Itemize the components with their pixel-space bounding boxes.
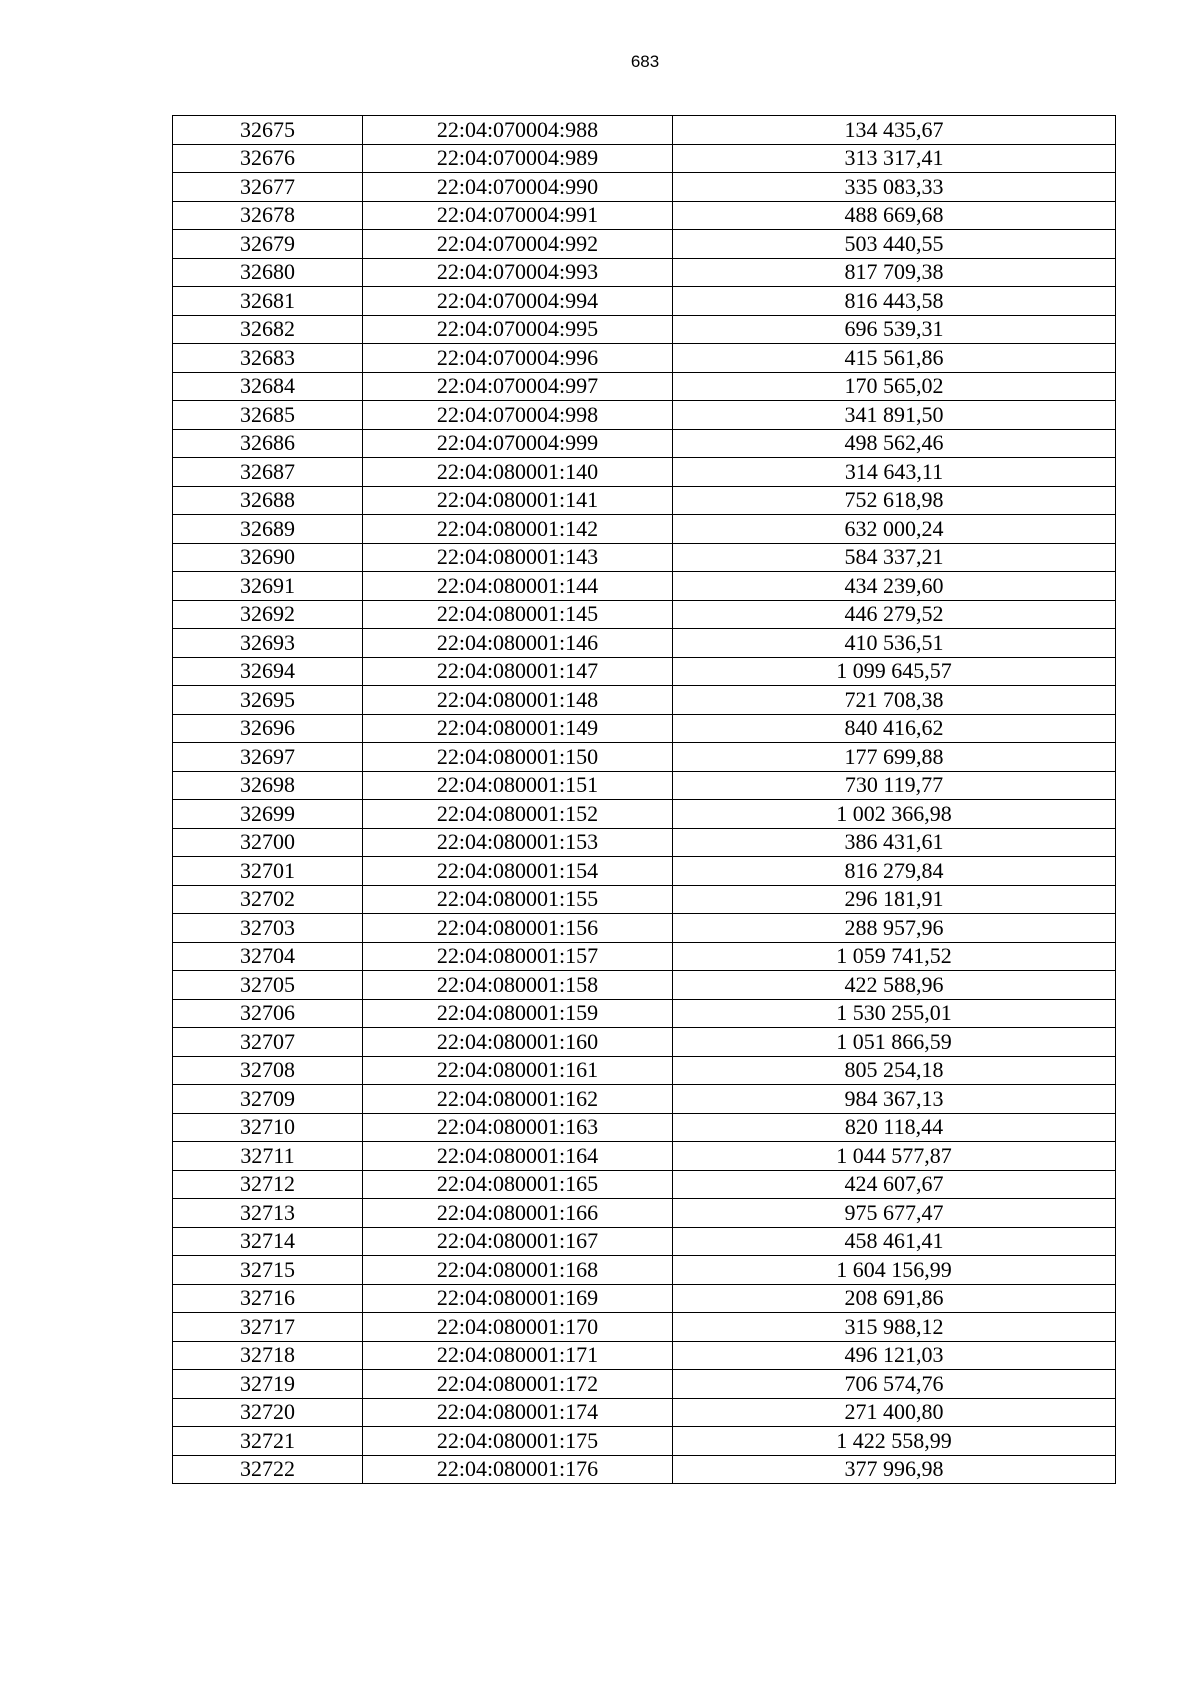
cadastral-value-cell: 313 317,41 (673, 144, 1116, 173)
cadastral-number-cell: 22:04:080001:168 (363, 1256, 673, 1285)
row-number-cell: 32720 (173, 1398, 363, 1427)
cadastral-value-cell: 458 461,41 (673, 1227, 1116, 1256)
row-number-cell: 32707 (173, 1028, 363, 1057)
row-number-cell: 32676 (173, 144, 363, 173)
table-row (173, 1427, 1116, 1456)
cadastral-value-cell: 584 337,21 (673, 543, 1116, 572)
table-row (173, 1142, 1116, 1171)
row-number-cell: 32680 (173, 258, 363, 287)
row-number-cell: 32695 (173, 686, 363, 715)
cadastral-value-cell: 503 440,55 (673, 230, 1116, 259)
cadastral-value-cell: 177 699,88 (673, 743, 1116, 772)
cadastral-number-cell: 22:04:080001:163 (363, 1113, 673, 1142)
table-row (173, 401, 1116, 430)
table-row (173, 600, 1116, 629)
cadastral-value-cell: 335 083,33 (673, 173, 1116, 202)
cadastral-number-cell: 22:04:080001:160 (363, 1028, 673, 1057)
row-number-cell: 32687 (173, 458, 363, 487)
cadastral-number-cell: 22:04:080001:155 (363, 885, 673, 914)
table-row (173, 173, 1116, 202)
cadastral-number-cell: 22:04:080001:171 (363, 1341, 673, 1370)
cadastral-value-cell: 1 044 577,87 (673, 1142, 1116, 1171)
cadastral-number-cell: 22:04:080001:157 (363, 942, 673, 971)
table-row (173, 1455, 1116, 1484)
cadastral-value-cell: 415 561,86 (673, 344, 1116, 373)
table-row (173, 914, 1116, 943)
row-number-cell: 32686 (173, 429, 363, 458)
cadastral-number-cell: 22:04:080001:167 (363, 1227, 673, 1256)
table-row (173, 999, 1116, 1028)
table-row (173, 258, 1116, 287)
row-number-cell: 32701 (173, 857, 363, 886)
row-number-cell: 32690 (173, 543, 363, 572)
cadastral-number-cell: 22:04:080001:150 (363, 743, 673, 772)
row-number-cell: 32682 (173, 315, 363, 344)
row-number-cell: 32711 (173, 1142, 363, 1171)
cadastral-value-cell: 288 957,96 (673, 914, 1116, 943)
cadastral-number-cell: 22:04:080001:153 (363, 828, 673, 857)
cadastral-number-cell: 22:04:080001:156 (363, 914, 673, 943)
table-row (173, 714, 1116, 743)
cadastral-value-cell: 817 709,38 (673, 258, 1116, 287)
row-number-cell: 32719 (173, 1370, 363, 1399)
table-body (173, 116, 1116, 1484)
cadastral-value-cell: 315 988,12 (673, 1313, 1116, 1342)
cadastral-number-cell: 22:04:080001:143 (363, 543, 673, 572)
cadastral-value-cell: 1 059 741,52 (673, 942, 1116, 971)
cadastral-value-cell: 410 536,51 (673, 629, 1116, 658)
cadastral-number-cell: 22:04:070004:989 (363, 144, 673, 173)
table-row (173, 1256, 1116, 1285)
table-row (173, 486, 1116, 515)
cadastral-number-cell: 22:04:080001:159 (363, 999, 673, 1028)
cadastral-value-cell: 134 435,67 (673, 116, 1116, 145)
cadastral-value-cell: 1 099 645,57 (673, 657, 1116, 686)
table-row (173, 230, 1116, 259)
cadastral-number-cell: 22:04:070004:996 (363, 344, 673, 373)
row-number-cell: 32692 (173, 600, 363, 629)
table-row (173, 116, 1116, 145)
table-row (173, 572, 1116, 601)
table-row (173, 1227, 1116, 1256)
cadastral-number-cell: 22:04:080001:152 (363, 800, 673, 829)
cadastral-number-cell: 22:04:070004:988 (363, 116, 673, 145)
table-row (173, 800, 1116, 829)
row-number-cell: 32688 (173, 486, 363, 515)
row-number-cell: 32697 (173, 743, 363, 772)
cadastral-value-cell: 271 400,80 (673, 1398, 1116, 1427)
cadastral-number-cell: 22:04:080001:142 (363, 515, 673, 544)
table-row (173, 1028, 1116, 1057)
row-number-cell: 32696 (173, 714, 363, 743)
row-number-cell: 32718 (173, 1341, 363, 1370)
row-number-cell: 32717 (173, 1313, 363, 1342)
table-row (173, 429, 1116, 458)
page-number: 683 (630, 52, 660, 71)
cadastral-value-cell: 341 891,50 (673, 401, 1116, 430)
table-row (173, 287, 1116, 316)
cadastral-value-cell: 170 565,02 (673, 372, 1116, 401)
row-number-cell: 32708 (173, 1056, 363, 1085)
row-number-cell: 32721 (173, 1427, 363, 1456)
row-number-cell: 32685 (173, 401, 363, 430)
cadastral-number-cell: 22:04:080001:148 (363, 686, 673, 715)
cadastral-number-cell: 22:04:080001:140 (363, 458, 673, 487)
cadastral-number-cell: 22:04:070004:992 (363, 230, 673, 259)
row-number-cell: 32704 (173, 942, 363, 971)
cadastral-value-cell: 386 431,61 (673, 828, 1116, 857)
cadastral-number-cell: 22:04:080001:166 (363, 1199, 673, 1228)
row-number-cell: 32700 (173, 828, 363, 857)
cadastral-value-cell: 422 588,96 (673, 971, 1116, 1000)
cadastral-number-cell: 22:04:080001:158 (363, 971, 673, 1000)
row-number-cell: 32689 (173, 515, 363, 544)
table-row (173, 629, 1116, 658)
table-row (173, 543, 1116, 572)
table-row (173, 201, 1116, 230)
cadastral-value-cell: 1 422 558,99 (673, 1427, 1116, 1456)
row-number-cell: 32715 (173, 1256, 363, 1285)
cadastral-number-cell: 22:04:080001:146 (363, 629, 673, 658)
row-number-cell: 32678 (173, 201, 363, 230)
row-number-cell: 32710 (173, 1113, 363, 1142)
row-number-cell: 32712 (173, 1170, 363, 1199)
row-number-cell: 32698 (173, 771, 363, 800)
cadastral-number-cell: 22:04:080001:175 (363, 1427, 673, 1456)
row-number-cell: 32716 (173, 1284, 363, 1313)
table-row (173, 771, 1116, 800)
cadastral-value-cell: 496 121,03 (673, 1341, 1116, 1370)
cadastral-number-cell: 22:04:080001:141 (363, 486, 673, 515)
table-row (173, 1398, 1116, 1427)
row-number-cell: 32684 (173, 372, 363, 401)
cadastral-value-cell: 314 643,11 (673, 458, 1116, 487)
row-number-cell: 32703 (173, 914, 363, 943)
cadastral-value-cell: 975 677,47 (673, 1199, 1116, 1228)
cadastral-value-cell: 820 118,44 (673, 1113, 1116, 1142)
cadastral-number-cell: 22:04:070004:999 (363, 429, 673, 458)
table-row (173, 1085, 1116, 1114)
table-row (173, 1313, 1116, 1342)
table-row (173, 1199, 1116, 1228)
cadastral-number-cell: 22:04:080001:154 (363, 857, 673, 886)
table-row (173, 743, 1116, 772)
cadastral-value-cell: 208 691,86 (673, 1284, 1116, 1313)
cadastral-number-cell: 22:04:080001:174 (363, 1398, 673, 1427)
cadastral-number-cell: 22:04:080001:176 (363, 1455, 673, 1484)
table-row (173, 686, 1116, 715)
cadastral-number-cell: 22:04:080001:149 (363, 714, 673, 743)
cadastral-number-cell: 22:04:070004:995 (363, 315, 673, 344)
row-number-cell: 32706 (173, 999, 363, 1028)
cadastral-value-cell: 632 000,24 (673, 515, 1116, 544)
cadastral-value-cell: 752 618,98 (673, 486, 1116, 515)
table-row (173, 372, 1116, 401)
cadastral-value-cell: 840 416,62 (673, 714, 1116, 743)
cadastral-value-cell: 498 562,46 (673, 429, 1116, 458)
cadastral-value-table (172, 115, 1116, 1484)
row-number-cell: 32705 (173, 971, 363, 1000)
row-number-cell: 32681 (173, 287, 363, 316)
cadastral-number-cell: 22:04:080001:169 (363, 1284, 673, 1313)
table-row (173, 1341, 1116, 1370)
cadastral-value-cell: 805 254,18 (673, 1056, 1116, 1085)
cadastral-number-cell: 22:04:080001:164 (363, 1142, 673, 1171)
table-row (173, 315, 1116, 344)
cadastral-value-cell: 377 996,98 (673, 1455, 1116, 1484)
table-row (173, 1170, 1116, 1199)
row-number-cell: 32679 (173, 230, 363, 259)
row-number-cell: 32677 (173, 173, 363, 202)
cadastral-number-cell: 22:04:080001:145 (363, 600, 673, 629)
cadastral-value-cell: 488 669,68 (673, 201, 1116, 230)
cadastral-value-cell: 446 279,52 (673, 600, 1116, 629)
cadastral-number-cell: 22:04:080001:151 (363, 771, 673, 800)
table-row (173, 1056, 1116, 1085)
row-number-cell: 32699 (173, 800, 363, 829)
row-number-cell: 32693 (173, 629, 363, 658)
cadastral-value-cell: 730 119,77 (673, 771, 1116, 800)
table-row (173, 942, 1116, 971)
cadastral-number-cell: 22:04:070004:997 (363, 372, 673, 401)
cadastral-number-cell: 22:04:080001:170 (363, 1313, 673, 1342)
cadastral-value-cell: 424 607,67 (673, 1170, 1116, 1199)
table-row (173, 458, 1116, 487)
cadastral-number-cell: 22:04:080001:165 (363, 1170, 673, 1199)
cadastral-number-cell: 22:04:070004:990 (363, 173, 673, 202)
row-number-cell: 32714 (173, 1227, 363, 1256)
cadastral-value-cell: 816 443,58 (673, 287, 1116, 316)
row-number-cell: 32702 (173, 885, 363, 914)
table-row (173, 657, 1116, 686)
row-number-cell: 32722 (173, 1455, 363, 1484)
cadastral-value-cell: 1 051 866,59 (673, 1028, 1116, 1057)
cadastral-number-cell: 22:04:080001:144 (363, 572, 673, 601)
cadastral-value-cell: 434 239,60 (673, 572, 1116, 601)
row-number-cell: 32691 (173, 572, 363, 601)
cadastral-number-cell: 22:04:080001:161 (363, 1056, 673, 1085)
table-row (173, 971, 1116, 1000)
cadastral-number-cell: 22:04:080001:147 (363, 657, 673, 686)
cadastral-number-cell: 22:04:070004:993 (363, 258, 673, 287)
cadastral-number-cell: 22:04:070004:998 (363, 401, 673, 430)
table-row (173, 344, 1116, 373)
cadastral-number-cell: 22:04:070004:991 (363, 201, 673, 230)
table-row (173, 515, 1116, 544)
cadastral-value-cell: 696 539,31 (673, 315, 1116, 344)
cadastral-value-cell: 721 708,38 (673, 686, 1116, 715)
cadastral-number-cell: 22:04:070004:994 (363, 287, 673, 316)
cadastral-value-cell: 1 604 156,99 (673, 1256, 1116, 1285)
row-number-cell: 32694 (173, 657, 363, 686)
cadastral-value-cell: 706 574,76 (673, 1370, 1116, 1399)
cadastral-value-cell: 1 530 255,01 (673, 999, 1116, 1028)
table-row (173, 1370, 1116, 1399)
cadastral-value-cell: 296 181,91 (673, 885, 1116, 914)
table-row (173, 885, 1116, 914)
table-row (173, 828, 1116, 857)
table-row (173, 1113, 1116, 1142)
cadastral-value-cell: 1 002 366,98 (673, 800, 1116, 829)
table-row (173, 144, 1116, 173)
row-number-cell: 32683 (173, 344, 363, 373)
cadastral-value-cell: 984 367,13 (673, 1085, 1116, 1114)
table-row (173, 1284, 1116, 1313)
row-number-cell: 32675 (173, 116, 363, 145)
cadastral-number-cell: 22:04:080001:162 (363, 1085, 673, 1114)
table-row (173, 857, 1116, 886)
cadastral-number-cell: 22:04:080001:172 (363, 1370, 673, 1399)
cadastral-value-cell: 816 279,84 (673, 857, 1116, 886)
row-number-cell: 32713 (173, 1199, 363, 1228)
row-number-cell: 32709 (173, 1085, 363, 1114)
